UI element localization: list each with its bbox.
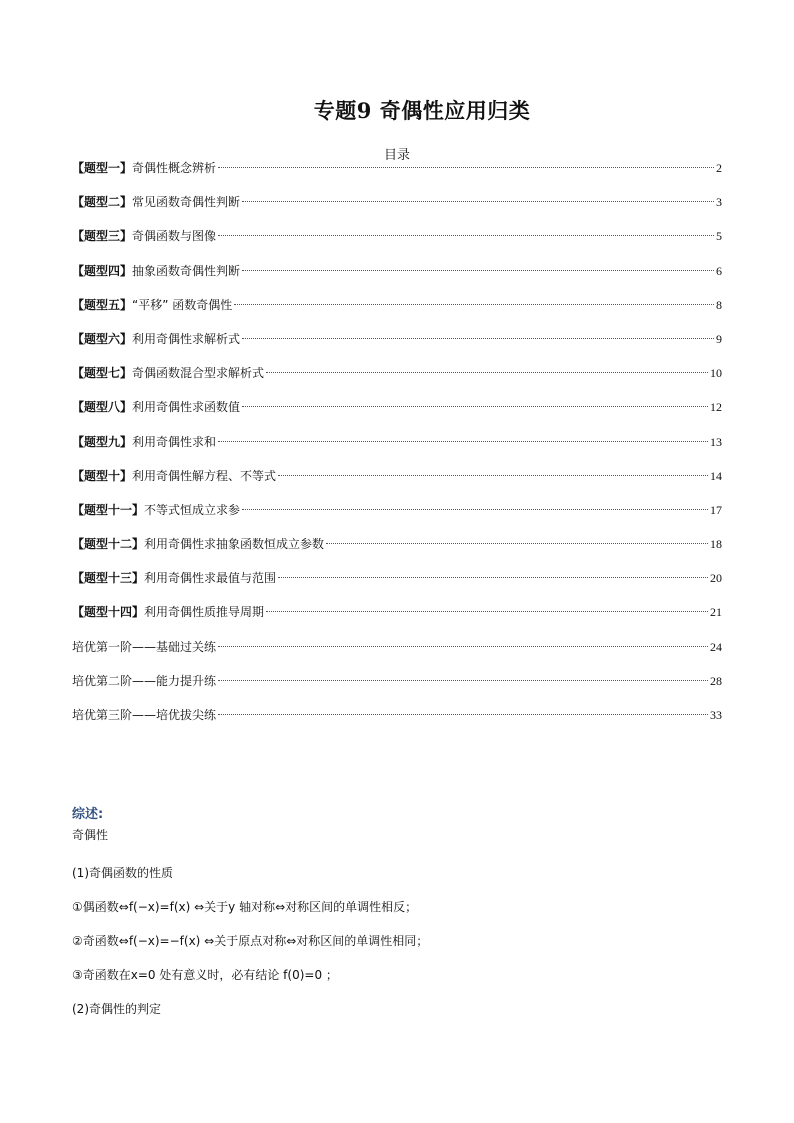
- toc-entry-label: [72, 363, 264, 383]
- toc-entry-prefix: 【题型一】: [72, 161, 133, 175]
- toc-entry-page: 10: [710, 366, 722, 381]
- toc-dot-leader: [242, 201, 714, 202]
- toc-dot-leader: [218, 235, 714, 236]
- toc-entry[interactable]: [72, 500, 722, 534]
- toc-entry-text: 利用奇偶性求解析式: [132, 331, 241, 346]
- toc-entry-text: 利用奇偶性质推导周期: [144, 605, 265, 620]
- toc-entry-text: 利用奇偶性求最值与范围: [144, 571, 277, 586]
- toc-entry-label: [72, 637, 216, 657]
- toc-entry-prefix: 【题型八】: [72, 400, 133, 415]
- table-of-contents: [72, 158, 722, 739]
- toc-dot-leader: [278, 475, 708, 476]
- toc-entry-text: 培优第三阶——培优拔尖练: [72, 708, 217, 722]
- toc-entry-text: 奇偶函数与图像: [132, 229, 217, 244]
- toc-entry-prefix: 【题型十一】: [72, 502, 145, 517]
- toc-entry[interactable]: [72, 192, 722, 226]
- toc-entry[interactable]: [72, 432, 722, 466]
- toc-entry-prefix: 【题型二】: [72, 195, 133, 210]
- toc-dot-leader: [266, 611, 708, 612]
- toc-entry-text: 利用奇偶性求函数值: [132, 400, 241, 415]
- toc-entry-text: 利用奇偶性求和: [132, 434, 217, 449]
- toc-entry-page: 33: [710, 708, 722, 722]
- toc-dot-leader: [242, 338, 714, 339]
- toc-entry-text: 不等式恒成立求参: [144, 502, 241, 517]
- toc-dot-leader: [234, 304, 714, 305]
- summary-title: 综述:: [72, 807, 104, 822]
- toc-entry-prefix: 【题型四】: [72, 263, 133, 278]
- toc-entry-label: [72, 466, 276, 486]
- toc-entry-text: 培优第一阶——基础过关练: [72, 639, 217, 654]
- toc-entry-label: [72, 602, 264, 622]
- toc-dot-leader: [326, 543, 708, 544]
- toc-dot-leader: [218, 680, 708, 681]
- toc-entry-page: 5: [716, 229, 722, 244]
- toc-entry-label: [72, 226, 216, 246]
- toc-entry-label: [72, 705, 216, 725]
- toc-entry-prefix: 【题型六】: [72, 331, 133, 346]
- toc-entry-label: [72, 329, 240, 349]
- summary-section: [72, 806, 722, 1016]
- toc-dot-leader: [218, 167, 714, 168]
- toc-entry-text: 利用奇偶性解方程、不等式: [132, 468, 277, 483]
- summary-line: ①偶函数⇔f(−x)=f(x) ⇔关于y 轴对称⇔对称区间的单调性相反；: [72, 900, 418, 914]
- toc-entry-label: [72, 158, 216, 178]
- toc-entry-text: 常见函数奇偶性判断: [132, 195, 241, 210]
- toc-dot-leader: [218, 441, 708, 442]
- toc-entry-page: 3: [716, 195, 722, 210]
- toc-entry-page: 20: [710, 571, 722, 586]
- toc-entry-label: [72, 261, 240, 281]
- toc-entry-prefix: 【题型十二】: [72, 537, 145, 552]
- summary-line: (1)奇偶函数的性质: [72, 866, 173, 880]
- toc-entry-prefix: 【题型十】: [72, 468, 133, 483]
- toc-entry-text: 奇偶性概念辨析: [132, 161, 217, 175]
- toc-dot-leader: [242, 406, 708, 407]
- toc-dot-leader: [278, 577, 708, 578]
- toc-entry[interactable]: [72, 705, 722, 739]
- toc-entry-prefix: 【题型九】: [72, 434, 133, 449]
- toc-entry-text: 利用奇偶性求抽象函数恒成立参数: [144, 537, 325, 552]
- toc-entry-text: 培优第二阶——能力提升练: [72, 673, 217, 688]
- toc-entry-page: 21: [710, 605, 722, 620]
- toc-entry-label: [72, 568, 276, 588]
- toc-entry[interactable]: [72, 363, 722, 397]
- toc-entry-page: 9: [716, 331, 722, 346]
- toc-entry[interactable]: [72, 261, 722, 295]
- toc-dot-leader: [266, 372, 708, 373]
- toc-entry[interactable]: [72, 329, 722, 363]
- toc-entry[interactable]: [72, 637, 722, 671]
- toc-entry-page: 8: [716, 297, 722, 312]
- toc-entry-prefix: 【题型三】: [72, 229, 133, 244]
- toc-entry-page: 28: [710, 673, 722, 688]
- toc-entry-text: 抽象函数奇偶性判断: [132, 263, 241, 278]
- toc-entry[interactable]: [72, 534, 722, 568]
- toc-entry[interactable]: [72, 158, 722, 192]
- toc-entry[interactable]: [72, 466, 722, 500]
- toc-entry-prefix: 【题型七】: [72, 366, 133, 381]
- toc-entry-page: 24: [710, 639, 722, 654]
- toc-entry-prefix: 【题型五】: [72, 297, 133, 312]
- toc-entry-page: 13: [710, 434, 722, 449]
- summary-subtitle: 奇偶性: [72, 828, 109, 842]
- toc-entry-label: [72, 432, 216, 452]
- toc-entry-page: 14: [710, 468, 722, 483]
- toc-dot-leader: [218, 714, 708, 715]
- toc-entry-page: 2: [716, 161, 722, 175]
- toc-entry-prefix: 【题型十三】: [72, 571, 145, 586]
- toc-entry[interactable]: [72, 568, 722, 602]
- toc-entry-text: 奇偶函数混合型求解析式: [132, 366, 265, 381]
- toc-entry-page: 12: [710, 400, 722, 415]
- toc-entry[interactable]: [72, 397, 722, 431]
- toc-dot-leader: [242, 509, 708, 510]
- toc-entry-page: 17: [710, 502, 722, 517]
- toc-heading: 目录: [383, 148, 410, 163]
- toc-dot-leader: [218, 646, 708, 647]
- toc-entry-label: [72, 534, 324, 554]
- toc-dot-leader: [242, 270, 714, 271]
- toc-entry[interactable]: [72, 226, 722, 260]
- summary-line: ③奇函数在x=0 处有意义时，必有结论 f(0)=0 ；: [72, 968, 338, 982]
- document-title: 专题9 奇偶性应用归类: [313, 98, 531, 123]
- toc-entry-text: “平移” 函数奇偶性: [132, 297, 233, 312]
- toc-entry[interactable]: [72, 295, 722, 329]
- summary-line: (2)奇偶性的判定: [72, 1002, 161, 1016]
- toc-entry-page: 18: [710, 537, 722, 552]
- toc-entry-label: [72, 192, 240, 212]
- toc-entry-label: [72, 295, 232, 315]
- toc-entry[interactable]: [72, 671, 722, 705]
- toc-entry-label: [72, 397, 240, 417]
- toc-entry-page: 6: [716, 263, 722, 278]
- toc-entry-label: [72, 671, 216, 691]
- toc-entry-label: [72, 500, 240, 520]
- toc-entry[interactable]: [72, 602, 722, 636]
- toc-entry-prefix: 【题型十四】: [72, 605, 145, 620]
- summary-line: ②奇函数⇔f(−x)=−f(x) ⇔关于原点对称⇔对称区间的单调性相同；: [72, 934, 429, 948]
